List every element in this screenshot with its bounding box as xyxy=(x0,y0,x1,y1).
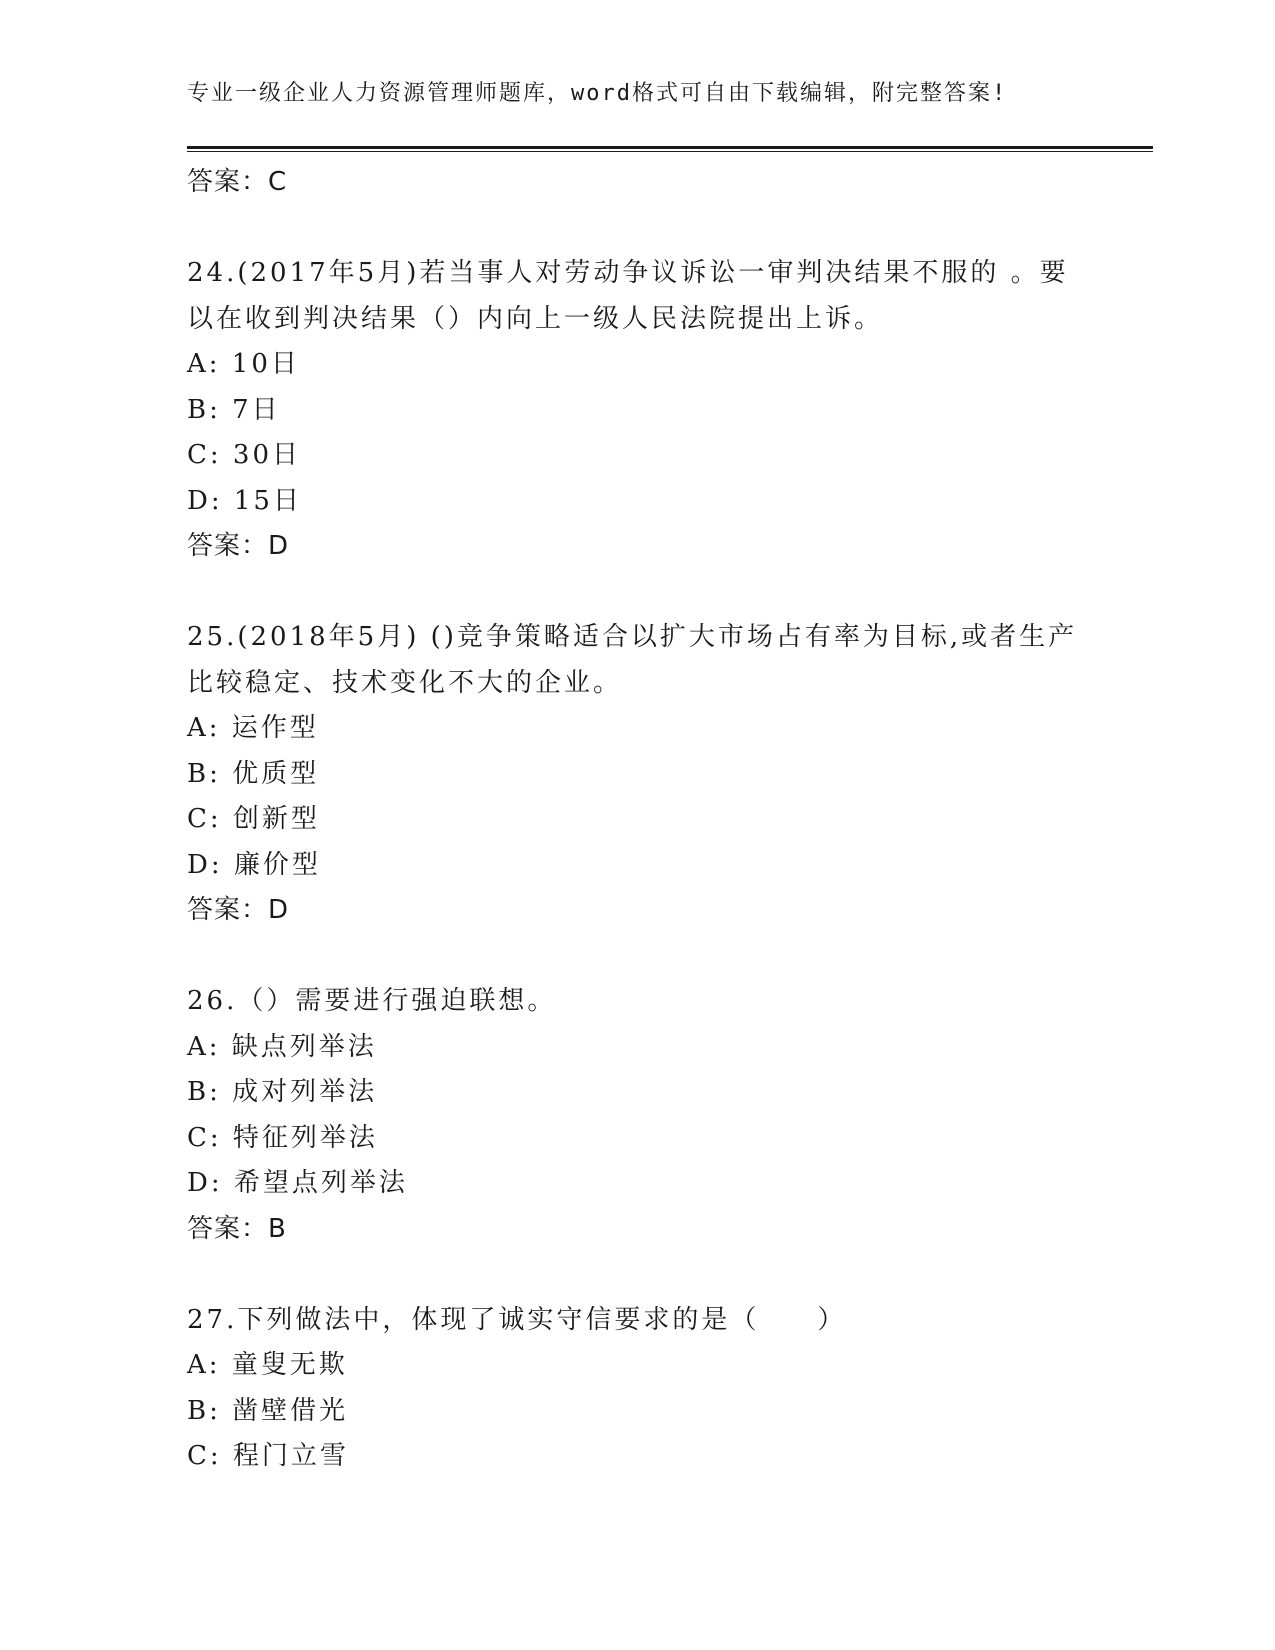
option-c: C: 30日 xyxy=(187,440,302,470)
question-stem-line: 27.下列做法中，体现了诚实守信要求的是（ ） xyxy=(187,1304,847,1335)
question-25 xyxy=(187,615,1087,934)
document-body xyxy=(187,160,1087,1480)
question-stem-line: 25.(2018年5月) ()竞争策略适合以扩大市场占有率为目标,或者生产 xyxy=(187,622,1078,652)
option-d: D: 廉价型 xyxy=(187,849,321,880)
option-c: C: 特征列举法 xyxy=(187,1122,378,1153)
option-b: B: 凿壁借光 xyxy=(187,1395,349,1426)
option-c: C: 程门立雪 xyxy=(187,1441,349,1471)
question-26 xyxy=(187,979,1087,1252)
option-a: A: 10日 xyxy=(187,349,300,379)
option-d: D: 希望点列举法 xyxy=(187,1168,408,1198)
spacer xyxy=(187,206,1087,252)
question-stem-line: 24.(2017年5月)若当事人对劳动争议诉讼一审判决结果不服的 。要 xyxy=(187,258,1069,288)
header-rule-thick xyxy=(187,146,1153,149)
option-d: D: 15日 xyxy=(187,485,302,516)
option-b: B: 成对列举法 xyxy=(187,1077,378,1107)
question-stem-line: 比较稳定、技术变化不大的企业。 xyxy=(187,667,623,698)
question-27 xyxy=(187,1298,1087,1480)
option-a: A: 运作型 xyxy=(187,713,319,743)
answer: 答案：D xyxy=(187,895,290,925)
question-stem-line: 26.（）需要进行强迫联想。 xyxy=(187,986,557,1016)
question-stem-line: 以在收到判决结果（）内向上一级人民法院提出上诉。 xyxy=(187,303,884,334)
spacer xyxy=(187,1252,1087,1298)
prev-answer: 答案：C xyxy=(187,167,288,197)
answer: 答案：D xyxy=(187,531,290,561)
question-24 xyxy=(187,251,1087,570)
spacer xyxy=(187,570,1087,616)
answer: 答案：B xyxy=(187,1213,287,1244)
option-a: A: 童叟无欺 xyxy=(187,1350,348,1380)
header-rule-thin xyxy=(187,151,1153,152)
option-b: B: 优质型 xyxy=(187,758,320,789)
option-c: C: 创新型 xyxy=(187,804,320,834)
spacer xyxy=(187,934,1087,980)
option-b: B: 7日 xyxy=(187,394,281,425)
option-a: A: 缺点列举法 xyxy=(187,1031,377,1062)
header-note: 专业一级企业人力资源管理师题库，word格式可自由下载编辑，附完整答案! xyxy=(187,81,1008,106)
